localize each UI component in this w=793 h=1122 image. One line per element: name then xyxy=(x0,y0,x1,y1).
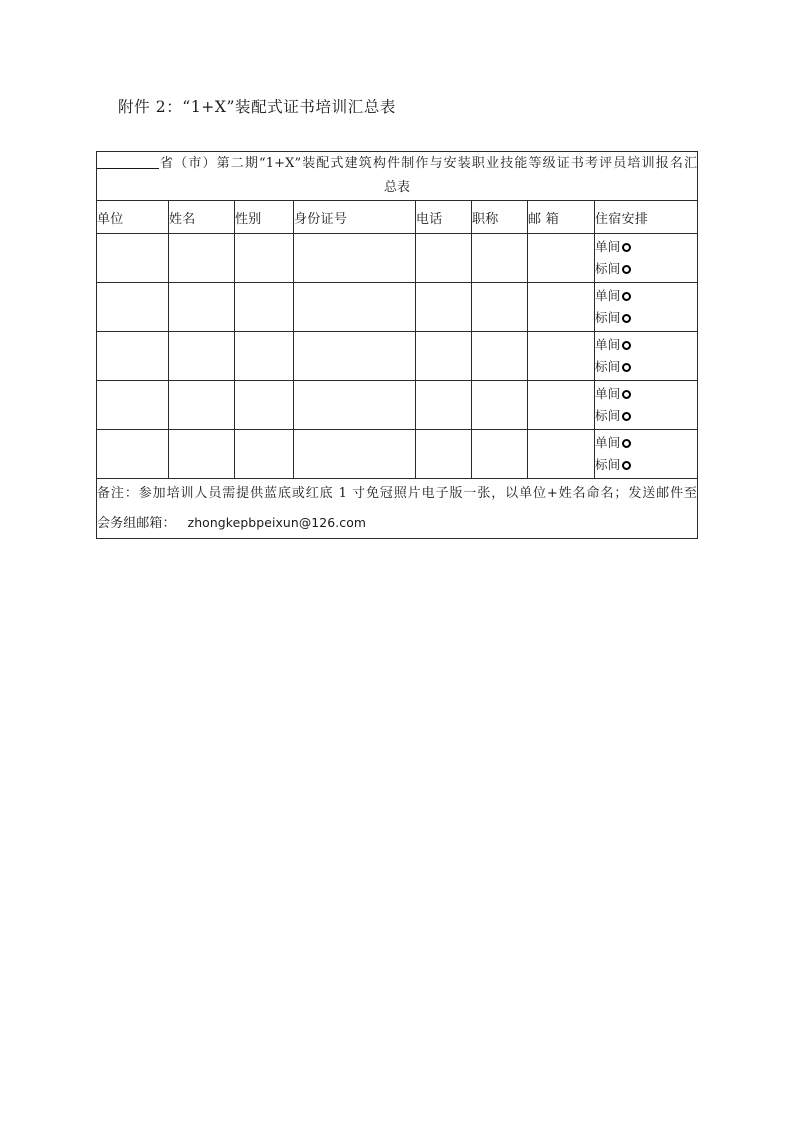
cell-unit[interactable] xyxy=(97,381,169,430)
cell-email[interactable] xyxy=(528,234,595,283)
lodging-option-single[interactable] xyxy=(595,383,697,405)
radio-ring-icon[interactable] xyxy=(622,314,631,323)
cell-phone[interactable] xyxy=(416,381,472,430)
lodging-option-single-label: 单间 xyxy=(595,435,621,450)
cell-lodging[interactable] xyxy=(595,332,698,381)
cell-phone[interactable] xyxy=(416,283,472,332)
lodging-option-single-label: 单间 xyxy=(595,239,621,254)
cell-id-number[interactable] xyxy=(294,283,416,332)
lodging-option-single-label: 单间 xyxy=(595,337,621,352)
column-header-id-number: 身份证号 xyxy=(294,201,416,234)
table-title-text-1: 省（市）第二期“1+X”装配式建筑构件制作与安装职业技能等级证书考评员培训报名汇 xyxy=(159,156,698,171)
lodging-option-single[interactable] xyxy=(595,334,697,356)
lodging-option-standard-label: 标间 xyxy=(595,261,621,276)
remarks-email-address[interactable]: zhongkepbpeixun@126.com xyxy=(187,515,367,530)
radio-ring-icon[interactable] xyxy=(622,461,631,470)
radio-ring-icon[interactable] xyxy=(622,265,631,274)
cell-lodging[interactable] xyxy=(595,430,698,479)
cell-name[interactable] xyxy=(169,234,235,283)
cell-title[interactable] xyxy=(472,234,528,283)
table-title-line-2: 总表 xyxy=(383,180,411,195)
table-header-row xyxy=(97,201,698,234)
page-title: 附件 2：“1+X”装配式证书培训汇总表 xyxy=(118,98,397,116)
cell-name[interactable] xyxy=(169,332,235,381)
column-header-lodging: 住宿安排 xyxy=(595,201,698,234)
radio-ring-icon[interactable] xyxy=(622,439,631,448)
cell-unit[interactable] xyxy=(97,430,169,479)
column-header-gender: 性别 xyxy=(235,201,294,234)
cell-email[interactable] xyxy=(528,381,595,430)
cell-unit[interactable] xyxy=(97,332,169,381)
cell-lodging[interactable] xyxy=(595,283,698,332)
cell-id-number[interactable] xyxy=(294,430,416,479)
remarks-line-2 xyxy=(97,508,697,538)
cell-name[interactable] xyxy=(169,430,235,479)
remarks-cell xyxy=(97,479,698,539)
cell-title[interactable] xyxy=(472,381,528,430)
table-remarks-row xyxy=(97,479,698,539)
remarks-email-label: 会务组邮箱： xyxy=(97,516,176,531)
column-header-title: 职称 xyxy=(472,201,528,234)
lodging-option-standard[interactable] xyxy=(595,356,697,378)
column-header-phone: 电话 xyxy=(416,201,472,234)
registration-summary-table xyxy=(96,151,698,539)
table-title-row xyxy=(97,152,698,201)
cell-gender[interactable] xyxy=(235,283,294,332)
lodging-option-standard[interactable] xyxy=(595,258,697,280)
cell-unit[interactable] xyxy=(97,234,169,283)
cell-gender[interactable] xyxy=(235,234,294,283)
table-title-line-1 xyxy=(97,152,697,176)
cell-phone[interactable] xyxy=(416,332,472,381)
lodging-option-standard[interactable] xyxy=(595,307,697,329)
cell-title[interactable] xyxy=(472,283,528,332)
column-header-name: 姓名 xyxy=(169,201,235,234)
lodging-option-single-label: 单间 xyxy=(595,288,621,303)
cell-name[interactable] xyxy=(169,381,235,430)
table-row xyxy=(97,430,698,479)
cell-phone[interactable] xyxy=(416,234,472,283)
lodging-option-standard-label: 标间 xyxy=(595,310,621,325)
lodging-option-single[interactable] xyxy=(595,285,697,307)
cell-phone[interactable] xyxy=(416,430,472,479)
lodging-option-single-label: 单间 xyxy=(595,386,621,401)
cell-unit[interactable] xyxy=(97,283,169,332)
province-blank-field[interactable] xyxy=(97,168,159,169)
cell-id-number[interactable] xyxy=(294,381,416,430)
lodging-option-standard[interactable] xyxy=(595,454,697,476)
cell-email[interactable] xyxy=(528,283,595,332)
radio-ring-icon[interactable] xyxy=(622,341,631,350)
radio-ring-icon[interactable] xyxy=(622,390,631,399)
table-row xyxy=(97,283,698,332)
cell-id-number[interactable] xyxy=(294,332,416,381)
cell-gender[interactable] xyxy=(235,381,294,430)
lodging-option-standard-label: 标间 xyxy=(595,457,621,472)
cell-email[interactable] xyxy=(528,332,595,381)
lodging-option-standard[interactable] xyxy=(595,405,697,427)
radio-ring-icon[interactable] xyxy=(622,412,631,421)
table-title-cell xyxy=(97,152,698,201)
column-header-email: 邮 箱 xyxy=(528,201,595,234)
radio-ring-icon[interactable] xyxy=(622,363,631,372)
radio-ring-icon[interactable] xyxy=(622,243,631,252)
cell-gender[interactable] xyxy=(235,430,294,479)
radio-ring-icon[interactable] xyxy=(622,292,631,301)
table-row xyxy=(97,234,698,283)
lodging-option-standard-label: 标间 xyxy=(595,359,621,374)
cell-lodging[interactable] xyxy=(595,234,698,283)
lodging-option-standard-label: 标间 xyxy=(595,408,621,423)
column-header-unit: 单位 xyxy=(97,201,169,234)
cell-id-number[interactable] xyxy=(294,234,416,283)
cell-title[interactable] xyxy=(472,430,528,479)
remarks-line-1: 备注：参加培训人员需提供蓝底或红底 1 寸免冠照片电子版一张，以单位+姓名命名；发送邮件至 xyxy=(97,486,698,501)
lodging-option-single[interactable] xyxy=(595,432,697,454)
cell-email[interactable] xyxy=(528,430,595,479)
table-row xyxy=(97,381,698,430)
table-row xyxy=(97,332,698,381)
lodging-option-single[interactable] xyxy=(595,236,697,258)
cell-lodging[interactable] xyxy=(595,381,698,430)
cell-title[interactable] xyxy=(472,332,528,381)
cell-gender[interactable] xyxy=(235,332,294,381)
cell-name[interactable] xyxy=(169,283,235,332)
